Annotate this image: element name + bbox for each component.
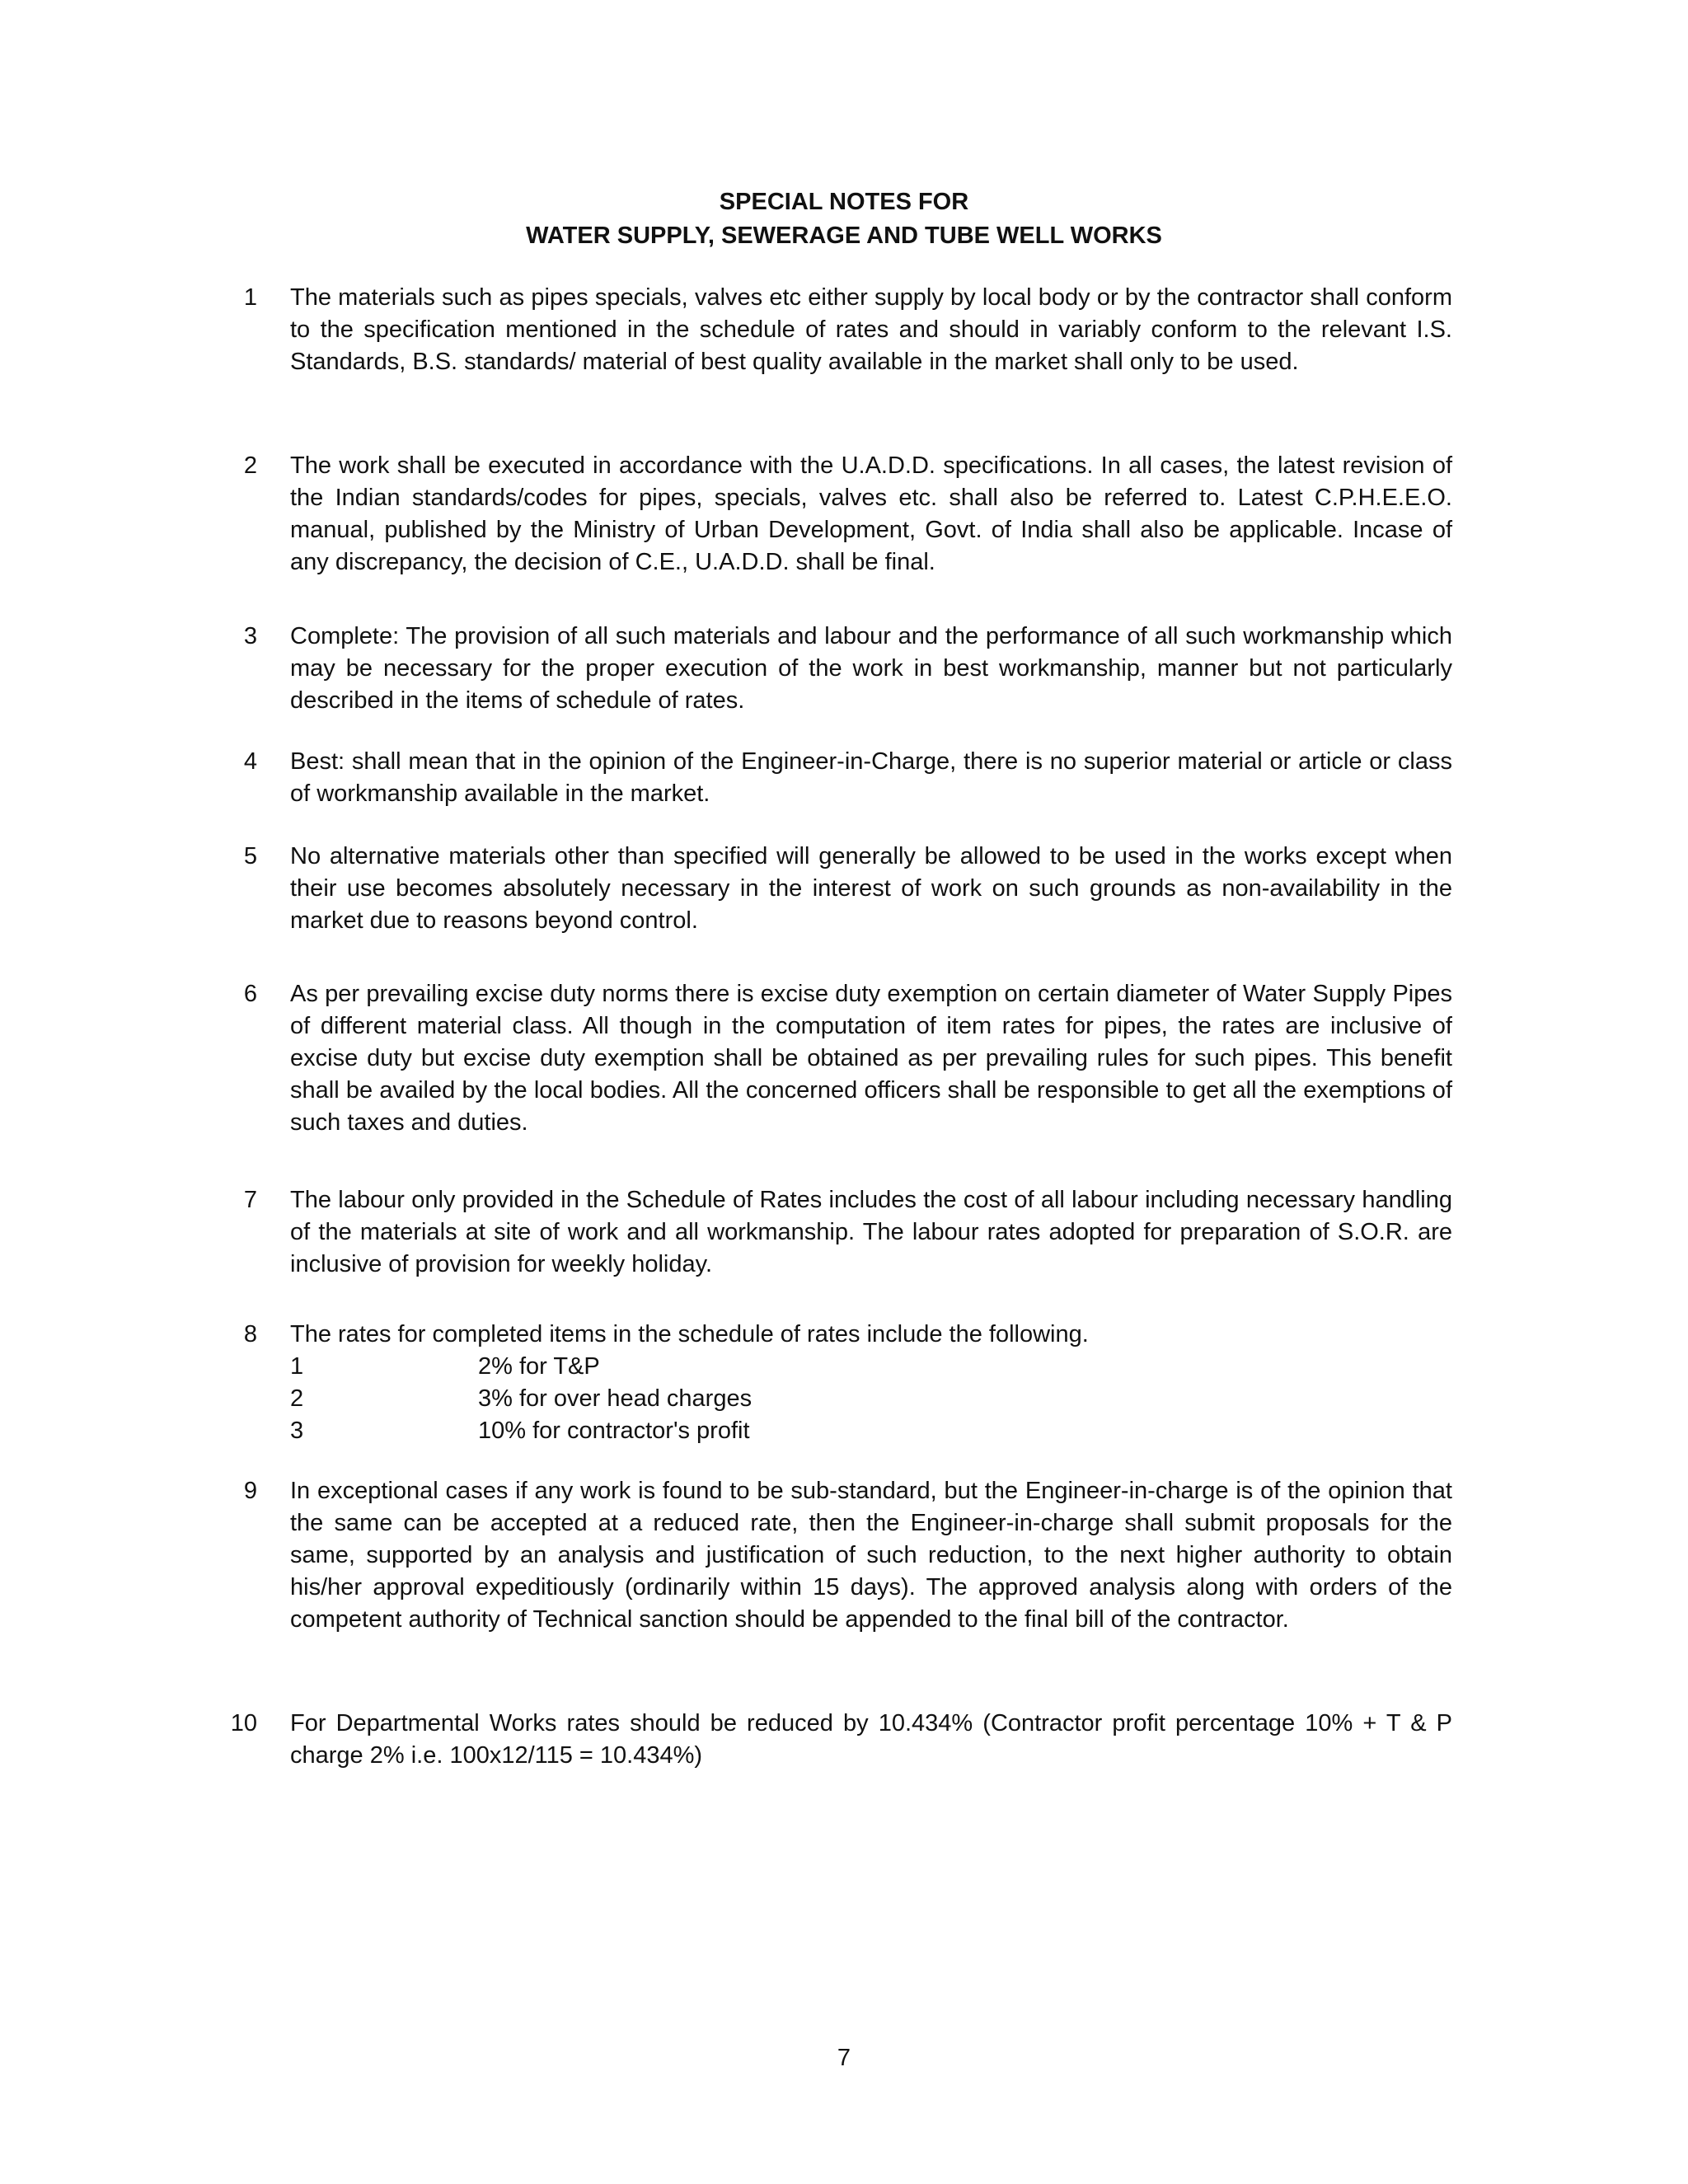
sub-item-text: 2% for T&P <box>478 1353 600 1380</box>
page-number: 7 <box>837 2045 851 2071</box>
note-text: Complete: The provision of all such materials and labour and the performance of all such workmanship which may be necessary for the proper execution of the work in best workmanship, manner but not particularly described in the items of schedule of rates. <box>290 623 1452 714</box>
document-title <box>0 185 1688 253</box>
note-text: No alternative materials other than specified will generally be allowed to be used in the works except when their use becomes absolutely necessary in the interest of work on such grounds as non-availability in the market due to reasons beyond control. <box>290 843 1452 934</box>
note-text: As per prevailing excise duty norms there is excise duty exemption on certain diameter of Water Supply Pipes of different material class. All though in the computation of item rates for pipes, the rates are inclusive of excise duty but excise duty exemption shall be obtained as per prevailing rules for such pipes. This benefit shall be availed by the local bodies. All the concerned officers shall be responsible to get all the exemptions of such taxes and duties. <box>290 981 1452 1136</box>
note-number: 3 <box>243 623 257 649</box>
note-text: For Departmental Works rates should be reduced by 10.434% (Contractor profit percentage 10% + T & P charge 2% i.e. 100x12/115 = 10.434%) <box>290 1710 1452 1769</box>
note-text: Best: shall mean that in the opinion of the Engineer-in-Charge, there is no superior material or article or class of workmanship available in the market. <box>290 748 1452 807</box>
note-number: 10 <box>230 1710 257 1736</box>
sub-item-number: 3 <box>290 1418 304 1444</box>
note-text: In exceptional cases if any work is found to be sub-standard, but the Engineer-in-charge is of the opinion that the same can be accepted at a reduced rate, then the Engineer-in-charge shall submit proposals for the same, supported by an analysis and justification of such reduction, to the next higher authority to obtain his/her approval expeditiously (ordinarily within 15 days). The approved analysis along with orders of the competent authority of Technical sanction should be appended to the final bill of the contractor. <box>290 1478 1452 1633</box>
title-line-2: WATER SUPPLY, SEWERAGE AND TUBE WELL WORKS <box>526 223 1162 249</box>
list-item <box>290 1351 1452 1383</box>
note-number: 5 <box>243 843 257 869</box>
note-text: The work shall be executed in accordance with the U.A.D.D. specifications. In all cases, the latest revision of the Indian standards/codes for pipes, specials, valves etc. shall also be referred to. Latest C.P.H.E.E.O. manual, published by the Ministry of Urban Development, Govt. of India shall also be applicable. Incase of any discrepancy, the decision of C.E., U.A.D.D. shall be final. <box>290 452 1452 575</box>
list-item <box>290 1383 1452 1415</box>
note-number: 6 <box>243 981 257 1007</box>
note-number: 4 <box>243 748 257 775</box>
sub-item-number: 2 <box>290 1385 304 1412</box>
sub-item-text: 10% for contractor's profit <box>478 1418 750 1444</box>
note-text: The labour only provided in the Schedule of Rates includes the cost of all labour including necessary handling of the materials at site of work and all workmanship. The labour rates adopted for preparation of S.O.R. are inclusive of provision for weekly holiday. <box>290 1187 1452 1277</box>
note-number: 2 <box>243 452 257 479</box>
note-text: The materials such as pipes specials, valves etc either supply by local body or by the contractor shall conform to the specification mentioned in the schedule of rates and should in variably conform to the relevant I.S. Standards, B.S. standards/ material of best quality available in the market shall only to be used. <box>290 284 1452 375</box>
note-number: 1 <box>243 284 257 311</box>
note-text: The rates for completed items in the schedule of rates include the following. <box>290 1321 1089 1347</box>
sub-item-text: 3% for over head charges <box>478 1385 753 1412</box>
note-number: 8 <box>243 1321 257 1347</box>
sub-item-number: 1 <box>290 1353 304 1380</box>
title-line-1: SPECIAL NOTES FOR <box>719 189 969 215</box>
note-number: 9 <box>243 1478 257 1504</box>
rate-components-list <box>290 1351 1452 1447</box>
note-number: 7 <box>243 1187 257 1213</box>
list-item <box>290 1415 1452 1447</box>
